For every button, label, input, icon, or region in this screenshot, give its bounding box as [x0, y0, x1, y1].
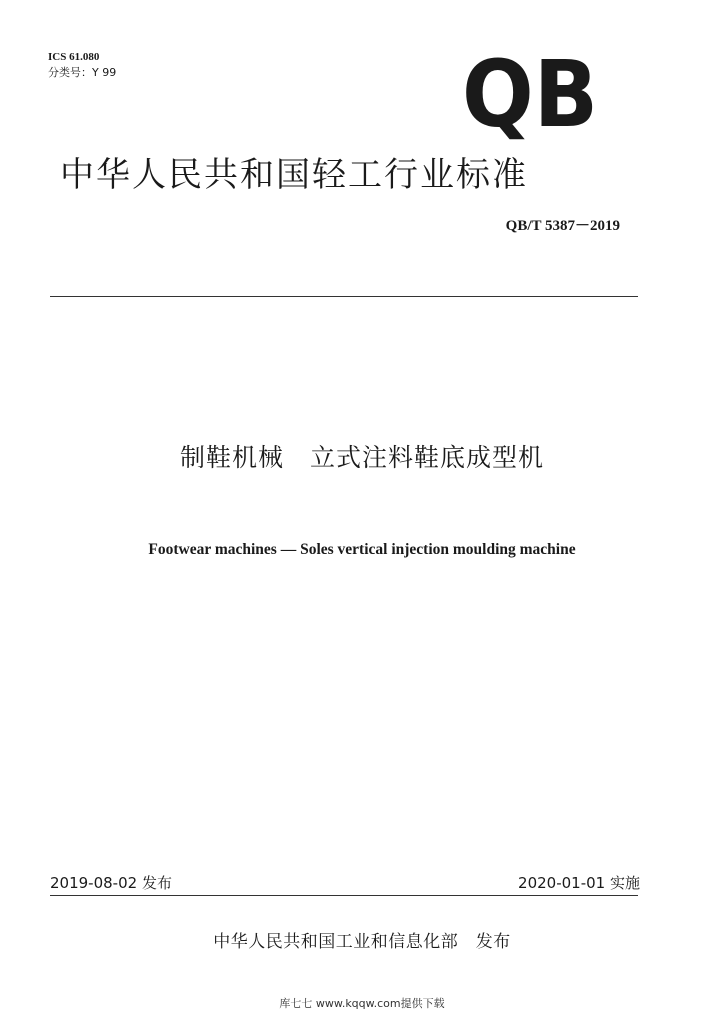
qb-logo-mark — [462, 40, 602, 140]
issuer: 中华人民共和国工业和信息化部 发布 — [213, 932, 511, 952]
classification-block — [48, 50, 116, 80]
effective-date: 2020-01-01 实施 — [518, 874, 640, 892]
standard-code: QB/T 5387－2019 — [505, 218, 620, 234]
english-title: Footwear machines — Soles vertical injection moulding machine — [148, 541, 576, 558]
qb-logo — [462, 40, 602, 140]
category-code: 分类号：Y 99 — [48, 66, 117, 79]
chinese-title: 制鞋机械 立式注料鞋底成型机 — [179, 443, 544, 472]
publish-date: 2019-08-02 发布 — [50, 874, 172, 892]
ics-code: ICS 61.080 — [48, 51, 100, 63]
top-divider — [50, 296, 638, 297]
download-footer: 库七七 www.kqqw.com提供下载 — [279, 997, 445, 1010]
bottom-divider — [50, 895, 638, 896]
qb-logo-text: QB — [462, 41, 598, 140]
standard-title: 中华人民共和国轻工行业标准 — [60, 155, 528, 195]
